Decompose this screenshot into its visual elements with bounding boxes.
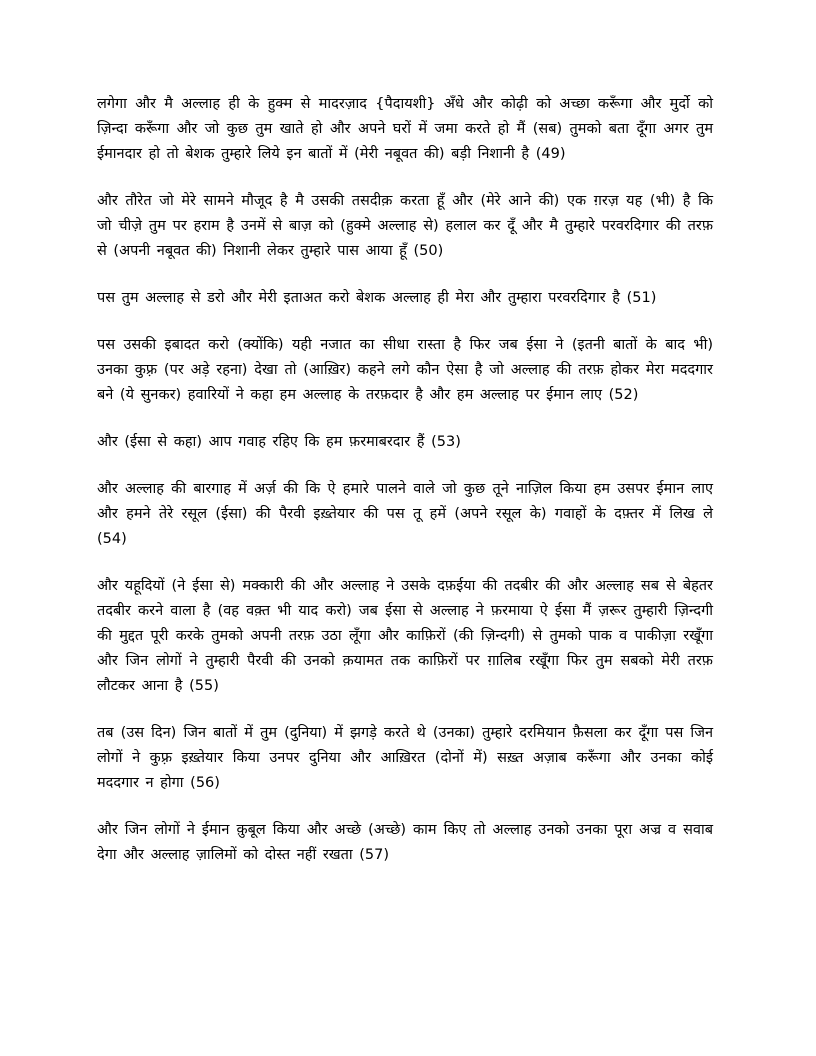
paragraph-verse-55: और यहूदियों (ने ईसा से) मक्कारी की और अल्लाह ने उसके दफ़ईया की तदबीर की और अल्लाह सब से बेहतर तदबीर करने वाला है (वह वक़्त भी याद करो) जब ईसा से अल्लाह ने फ़रमाया ऐ ईसा मैं ज़रूर तुम्हारी ज़िन्दगी की मुद्दत पूरी करके तुमको अपनी तरफ़ उठा लूँगा और काफ़िरों (की ज़िन्दगी) से तुमको पाक व पाकीज़ा रखूँगा और जिन लोगों ने तुम्हारी पैरवी की उनको क़यामत तक काफ़िरों पर ग़ालिब रखूँगा फिर तुम सबको मेरी तरफ़ लौटकर आना है (55) [97, 578, 713, 694]
paragraph-verse-53: और (ईसा से कहा) आप गवाह रहिए कि हम फ़रमाबरदार हैं (53) [97, 434, 461, 450]
paragraph-verse-49: लगेगा और मै अल्लाह ही के हुक्म से मादरज़ाद {पैदायशी} अँधे और कोढ़ी को अच्छा करूँगा और मुर्दो को ज़िन्दा करूँगा और जो कुछ तुम खाते हो और अपने घरों में जमा करते हो मैं (सब) तुमको बता दूँगा अगर तुम ईमानदार हो तो बेशक तुम्हारे लिये इन बातों में (मेरी नबूवत की) बड़ी निशानी है (49) [97, 96, 713, 162]
paragraph-verse-51: पस तुम अल्लाह से डरो और मेरी इताअत करो बेशक अल्लाह ही मेरा और तुम्हारा परवरदिगार है (51) [97, 290, 657, 306]
paragraph-verse-50: और तौरेत जो मेरे सामने मौजूद है मै उसकी तसदीक़ करता हूँ और (मेरे आने की) एक ग़रज़ यह (भी) है कि जो चीजे़ तुम पर हराम है उनमें से बाज़ को (हुक्मे अल्लाह से) हलाल कर दूँ और मै तुम्हारे परवरदिगार की तरफ़ से (अपनी नबूवत की) निशानी लेकर तुम्हारे पास आया हूँ (50) [97, 193, 713, 259]
document-page [97, 92, 713, 890]
paragraph-verse-57: और जिन लोगों ने ईमान क़ुबूल किया और अच्छे (अच्छे) काम किए तो अल्लाह उनको उनका पूरा अज्र व सवाब देगा और अल्लाह ज़ालिमों को दोस्त नहीं रखता (57) [97, 822, 713, 863]
paragraph-verse-56: तब (उस दिन) जिन बातों में तुम (दुनिया) में झगडे़ करते थे (उनका) तुम्हारे दरमियान फ़ैसला कर दूँगा पस जिन लोगों ने कुफ़्र इख़्तेयार किया उनपर दुनिया और आख़िरत (दोनों में) सख़्त अज़ाब करूँगा और उनका कोई मददगार न होगा (56) [97, 725, 713, 791]
paragraph-verse-52: पस उसकी इबादत करो (क्योंकि) यही नजात का सीधा रास्ता है फिर जब ईसा ने (इतनी बातों के बाद भी) उनका कुफ़्र (पर अड़े रहना) देखा तो (आख़िर) कहने लगे कौन ऐसा है जो अल्लाह की तरफ़ होकर मेरा मददगार बने (ये सुनकर) हवारियों ने कहा हम अल्लाह के तरफ़दार है और हम अल्लाह पर ईमान लाए (52) [97, 337, 713, 403]
paragraph-verse-54: और अल्लाह की बारगाह में अर्ज़ की कि ऐ हमारे पालने वाले जो कुछ तूने नाज़िल किया हम उसपर ईमान लाए और हमने तेरे रसूल (ईसा) की पैरवी इख़्तेयार की पस तू हमें (अपने रसूल के) गवाहों के दफ़्तर में लिख ले (54) [97, 481, 713, 547]
